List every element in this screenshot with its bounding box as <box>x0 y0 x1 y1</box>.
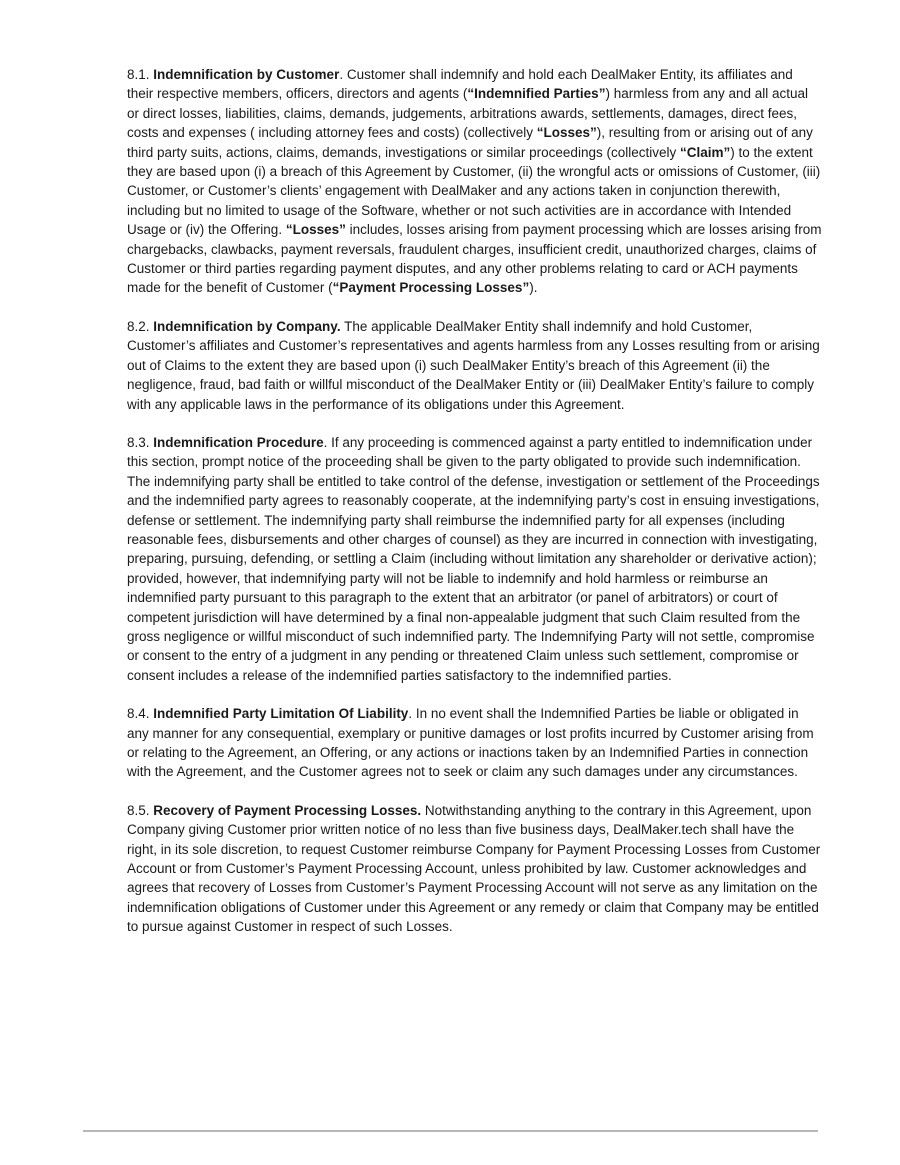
section-text: ) to the extent they are based upon (i) a breach of this Agreement by Customer, (ii) the wrongful acts or omissions of Customer, (iii) Customer, or Customer’s clients’ engagement with DealMaker and any actions taken in conjunction therewith, including but no limited to usage of the Software, whether or not such activities are in accordance with Intended Usage or (iv) the Offering. <box>127 144 821 238</box>
section-text: includes, losses arising from payment processing which are losses arising from chargebacks, clawbacks, payment reversals, fraudulent charges, insufficient credit, unauthorized charges, claims of Customer or third parties regarding payment disputes, and any other problems relating to card or ACH payments made for the benefit of Customer ( <box>127 222 822 296</box>
section-text: The applicable DealMaker Entity shall indemnify and hold Customer, Customer’s affiliates and Customer’s representatives and agents harmless from any Losses resulting from or arising out of Claims to the extent they are based upon (i) such DealMaker Entity’s breach of this Agreement (ii) the negligence, fraud, bad faith or willful misconduct of the DealMaker Entity or (iii) DealMaker Entity’s failure to comply with any applicable laws in the performance of its obligations under this Agreement. <box>127 318 820 412</box>
defined-term: “Indemnified Parties” <box>467 86 606 102</box>
section-paragraph <box>127 65 822 298</box>
section-number: 8.1. <box>127 67 150 82</box>
section-text: Notwithstanding anything to the contrary in this Agreement, upon Company giving Customer prior written notice of no less than five business days, DealMaker.tech shall have the right, in its sole discretion, to request Customer reimburse Company for Payment Processing Losses from Customer Account or from Customer’s Payment Processing Account, unless prohibited by law. Customer acknowledges and agrees that recovery of Losses from Customer’s Payment Processing Account will not serve as any limitation on the indemnification obligations of Customer under this Agreement or any remedy or claim that Company may be entitled to pursue against Customer in respect of such Losses. <box>127 802 821 935</box>
section-paragraph <box>127 704 822 782</box>
section-8-2 <box>127 317 822 414</box>
defined-term: “Payment Processing Losses” <box>332 280 530 296</box>
section-title: Indemnification by Customer <box>153 67 340 82</box>
section-number: 8.5. <box>127 802 150 818</box>
section-number: 8.4. <box>127 706 150 722</box>
section-8-1 <box>127 65 822 298</box>
section-paragraph <box>127 801 822 937</box>
footer-divider <box>83 1130 818 1132</box>
defined-term: “Losses” <box>285 222 346 238</box>
section-text: . In no event shall the Indemnified Parties be liable or obligated in any manner for any consequential, exemplary or punitive damages or lost profits incurred by Customer arising from or relating to the Agreement, an Offering, or any actions or inactions taken by an Indemnified Parties in connection with the Agreement, and the Customer agrees not to seek or claim any such damages under any circumstances. <box>127 706 814 780</box>
section-text: ). <box>529 280 538 296</box>
section-text: . If any proceeding is commenced against a party entitled to indemnification under this section, prompt notice of the proceeding shall be given to the party obligated to provide such indemnification. The indemnifying party shall be entitled to take control of the defense, investigation or settlement of the Proceedings and the indemnified party agrees to reasonably cooperate, at the indemnifying party’s cost in ensuing investigations, defense or settlement. The indemnifying party shall reimburse the indemnified party for all expenses (including reasonable fees, disbursements and other charges of counsel) as they are incurred in connection with investigating, preparing, pursuing, defending, or settling a Claim (including without limitation any shareholder or derivative action); provided, however, that indemnifying party will not be liable to indemnify and hold harmless or reimburse an indemnified party pursuant to this paragraph to the extent that an arbitrator (or panel of arbitrators) or court of competent jurisdiction will have determined by a final non-appealable judgment that such Claim resulted from the gross negligence or willful misconduct of such indemnified party. The Indemnifying Party will not settle, compromise or consent to the entry of a judgment in any pending or threatened Claim unless such settlement, compromise or consent includes a release of the indemnified parties satisfactory to the indemnified parties. <box>127 434 820 683</box>
section-title: Indemnified Party Limitation Of Liability <box>153 706 409 722</box>
section-paragraph <box>127 317 822 414</box>
section-number: 8.3. <box>127 434 150 450</box>
section-title: Indemnification by Company. <box>153 318 341 334</box>
section-number: 8.2. <box>127 318 150 334</box>
defined-term: “Claim” <box>679 144 731 160</box>
defined-term: “Losses” <box>536 125 597 141</box>
document-body <box>127 65 822 956</box>
section-text: ), resulting from or arising out of any third party suits, actions, claims, demands, investigations or similar proceedings (collectively <box>127 125 813 160</box>
section-text: ) harmless from any and all actual or direct losses, liabilities, claims, demands, judgements, arbitrations awards, settlements, damages, direct fees, costs and expenses ( including attorney fees and costs) (collectively <box>127 86 809 141</box>
section-8-5 <box>127 801 822 937</box>
section-text: . Customer shall indemnify and hold each DealMaker Entity, its affiliates and their respective members, officers, directors and agents ( <box>127 67 793 102</box>
section-8-3 <box>127 433 822 685</box>
section-title: Recovery of Payment Processing Losses. <box>153 802 422 818</box>
section-title: Indemnification Procedure <box>153 434 324 450</box>
section-8-4 <box>127 704 822 782</box>
section-paragraph <box>127 433 822 685</box>
